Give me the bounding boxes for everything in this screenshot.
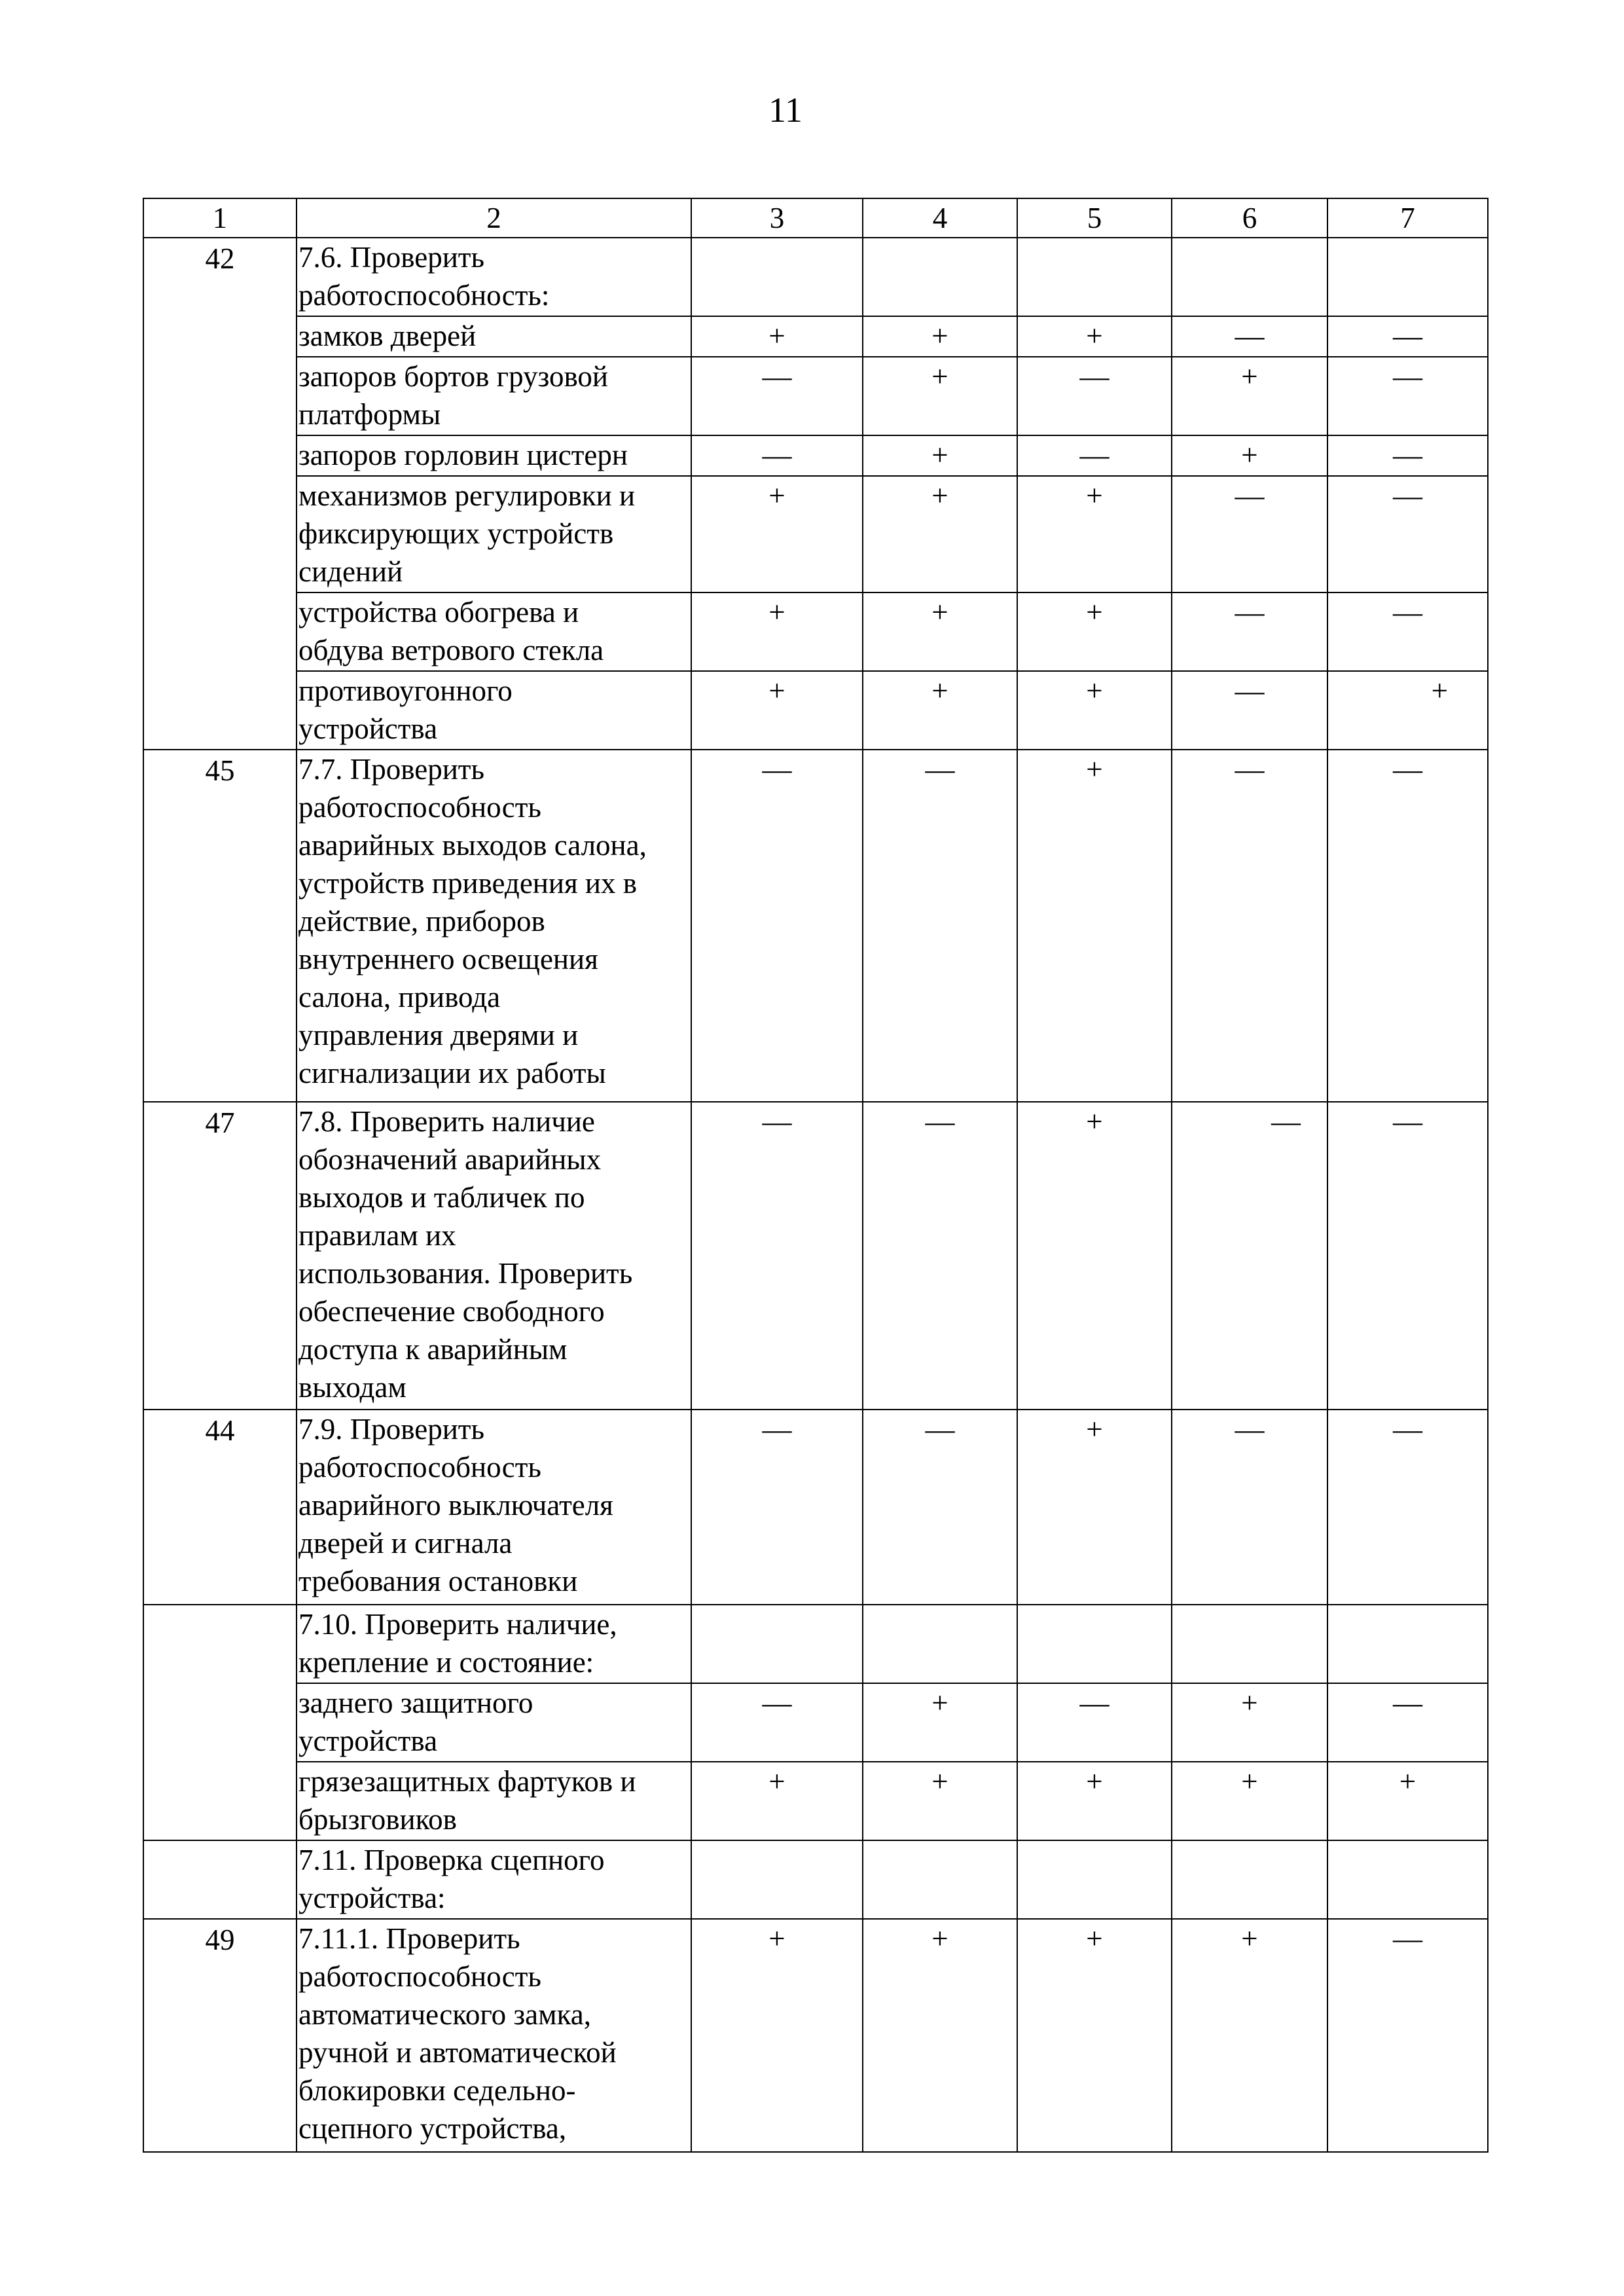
mark-cell: + [1017,316,1172,357]
mark-cell: — [1172,1410,1327,1605]
row-description: противоугонного устройства [297,671,691,750]
mark-cell: — [691,750,863,1102]
mark-cell: — [1172,750,1327,1102]
mark-cell: — [1327,1683,1488,1762]
mark-cell: + [1172,357,1327,435]
mark-cell: + [1172,1919,1327,2152]
table-row [143,476,1488,592]
header-cell: 3 [691,198,863,238]
mark-cell: — [1327,1410,1488,1605]
mark-cell [1327,1840,1488,1919]
mark-cell: + [1327,671,1488,750]
mark-cell: + [691,1919,863,2152]
mark-cell: + [1017,1102,1172,1410]
header-cell: 5 [1017,198,1172,238]
mark-cell: + [1017,750,1172,1102]
mark-cell: — [1172,316,1327,357]
mark-cell [863,238,1017,316]
mark-cell [863,1605,1017,1683]
mark-cell: + [1172,435,1327,476]
mark-cell [691,1605,863,1683]
row-description: запоров горловин цистерн [297,435,691,476]
mark-cell: + [691,671,863,750]
mark-cell: — [1327,435,1488,476]
header-cell: 4 [863,198,1017,238]
row-number [143,1840,297,1919]
row-number: 42 [143,238,297,750]
mark-cell: — [1327,357,1488,435]
table-row [143,435,1488,476]
row-description: механизмов регулировки и фиксирующих устройств сидений [297,476,691,592]
inspection-table [143,198,1489,2153]
row-description: 7.11. Проверка сцепного устройства: [297,1840,691,1919]
page-number: 11 [768,90,803,130]
row-description: грязезащитных фартуков и брызговиков [297,1762,691,1840]
row-number: 49 [143,1919,297,2152]
row-number [143,1605,297,1840]
table-row [143,357,1488,435]
table-row [143,750,1488,1102]
mark-cell: + [863,671,1017,750]
row-number: 45 [143,750,297,1102]
table-row [143,316,1488,357]
mark-cell: — [691,435,863,476]
header-row [143,198,1488,238]
table-row [143,671,1488,750]
mark-cell: + [1017,1762,1172,1840]
mark-cell: + [863,476,1017,592]
mark-cell: + [1017,671,1172,750]
table-row [143,1410,1488,1605]
mark-cell: — [1172,592,1327,671]
mark-cell: — [863,750,1017,1102]
mark-cell: + [863,316,1017,357]
row-description: 7.6. Проверить работоспособность: [297,238,691,316]
mark-cell: + [1172,1762,1327,1840]
mark-cell: — [1327,476,1488,592]
mark-cell: — [1172,1102,1327,1410]
table-row [143,1683,1488,1762]
mark-cell: — [1327,750,1488,1102]
mark-cell: — [863,1102,1017,1410]
mark-cell: — [691,1102,863,1410]
row-description: 7.7. Проверить работоспособность аварийных выходов салона, устройств приведения их в действие, приборов внутреннего освещения салона, привода управления дверями и сигнализации их работы [297,750,691,1102]
mark-cell: + [1017,592,1172,671]
row-number: 44 [143,1410,297,1605]
mark-cell: + [863,435,1017,476]
table-row [143,1840,1488,1919]
header-cell: 6 [1172,198,1327,238]
mark-cell: — [1327,1919,1488,2152]
mark-cell: — [1172,671,1327,750]
mark-cell: — [1327,1102,1488,1410]
header-cell: 2 [297,198,691,238]
row-description: заднего защитного устройства [297,1683,691,1762]
row-description: 7.11.1. Проверить работоспособность автоматического замка, ручной и автоматической блокировки седельно- сцепного устройства, [297,1919,691,2152]
mark-cell [1017,238,1172,316]
table-row [143,1762,1488,1840]
row-description: 7.10. Проверить наличие, крепление и состояние: [297,1605,691,1683]
mark-cell: + [691,476,863,592]
mark-cell [1172,1840,1327,1919]
mark-cell [863,1840,1017,1919]
mark-cell: — [691,1410,863,1605]
row-description: 7.8. Проверить наличие обозначений аварийных выходов и табличек по правилам их использования. Проверить обеспечение свободного доступа к аварийным выходам [297,1102,691,1410]
mark-cell [691,238,863,316]
mark-cell: + [863,1919,1017,2152]
mark-cell [1327,238,1488,316]
mark-cell [1327,1605,1488,1683]
row-description: 7.9. Проверить работоспособность аварийного выключателя дверей и сигнала требования остановки [297,1410,691,1605]
table-row [143,1605,1488,1683]
row-description: устройства обогрева и обдува ветрового стекла [297,592,691,671]
mark-cell: — [1327,316,1488,357]
mark-cell: — [863,1410,1017,1605]
mark-cell: — [691,1683,863,1762]
mark-cell [1172,1605,1327,1683]
mark-cell [1172,238,1327,316]
row-number: 47 [143,1102,297,1410]
header-cell: 1 [143,198,297,238]
mark-cell [1017,1605,1172,1683]
mark-cell: + [1017,1919,1172,2152]
table-row [143,592,1488,671]
table-row [143,238,1488,316]
row-description: запоров бортов грузовой платформы [297,357,691,435]
row-description: замков дверей [297,316,691,357]
header-cell: 7 [1327,198,1488,238]
mark-cell [691,1840,863,1919]
mark-cell: + [863,357,1017,435]
mark-cell: + [863,1683,1017,1762]
mark-cell: + [863,592,1017,671]
mark-cell: — [1017,357,1172,435]
mark-cell: + [691,316,863,357]
mark-cell: + [691,1762,863,1840]
mark-cell: — [1172,476,1327,592]
mark-cell: + [1017,476,1172,592]
mark-cell [1017,1840,1172,1919]
mark-cell: — [1327,592,1488,671]
mark-cell: + [1172,1683,1327,1762]
mark-cell: + [1327,1762,1488,1840]
mark-cell: — [1017,435,1172,476]
mark-cell: — [691,357,863,435]
mark-cell: + [1017,1410,1172,1605]
table-row [143,1919,1488,2152]
mark-cell: + [863,1762,1017,1840]
mark-cell: + [691,592,863,671]
mark-cell: — [1017,1683,1172,1762]
table-row [143,1102,1488,1410]
